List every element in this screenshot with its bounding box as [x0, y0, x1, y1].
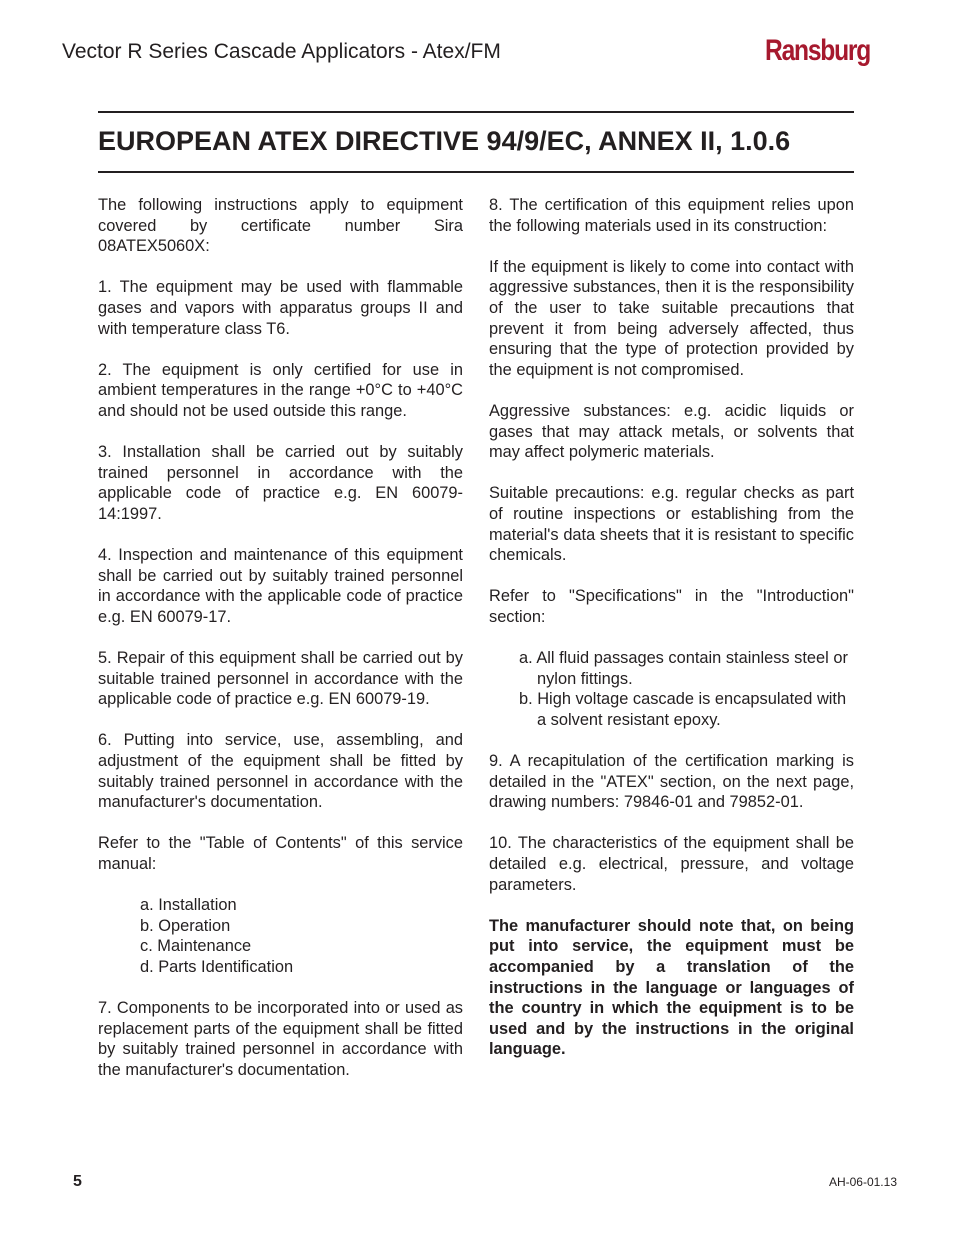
table-of-contents-reference: Refer to the "Table of Contents" of this service manual: — [98, 834, 463, 873]
brand-logo: Ransburg — [765, 34, 870, 67]
left-column — [98, 195, 463, 1101]
materials-list — [489, 648, 854, 730]
instruction-4: 4. Inspection and maintenance of this equipment shall be carried out by suitably trained personnel in accordance with the applicable code of practice e.g. EN 60079-17. — [98, 546, 463, 626]
section-title: EUROPEAN ATEX DIRECTIVE 94/9/EC, ANNEX II, 1.0.6 — [98, 126, 791, 156]
toc-section-list — [98, 895, 463, 977]
page-number: 5 — [73, 1173, 82, 1190]
instruction-9: 9. A recapitulation of the certification marking is detailed in the "ATEX" section, on the next page, drawing numbers: 79846-01 and 79852-01. — [489, 752, 854, 812]
right-column — [489, 195, 854, 1081]
bottom-divider — [98, 171, 854, 173]
list-item: d. Parts Identification — [140, 957, 294, 976]
list-item: a. Installation — [140, 896, 237, 915]
intro-paragraph: The following instructions apply to equipment covered by certificate number Sira 08ATEX5060X: — [98, 196, 463, 256]
instruction-1: 1. The equipment may be used with flammable gases and vapors with apparatus groups II and with temperature class T6. — [98, 278, 463, 338]
specifications-reference: Refer to "Specifications" in the "Introduction" section: — [489, 587, 854, 626]
list-item: c. Maintenance — [140, 937, 252, 956]
top-divider — [98, 111, 854, 113]
instruction-6: 6. Putting into service, use, assembling, and adjustment of the equipment shall be fitted by suitably trained personnel in accordance with the manufacturer's documentation. — [98, 731, 463, 812]
manufacturer-note: The manufacturer should note that, on being put into service, the equipment must be accompanied by a translation of the instructions in the language or languages of the country in which the equipment is to be used and by the instructions in the original language. — [489, 916, 854, 1059]
instruction-7: 7. Components to be incorporated into or used as replacement parts of the equipment shall be fitted by suitably trained personnel in accordance with the manufacturer's documentation. — [98, 999, 463, 1079]
list-item: b. Operation — [140, 916, 231, 935]
instruction-2: 2. The equipment is only certified for use in ambient temperatures in the range +0°C to +40°C and should not be used outside this range. — [98, 360, 463, 420]
aggressive-contact-paragraph: If the equipment is likely to come into contact with aggressive substances, then it is the responsibility of the user to take suitable precautions that prevent it from being adversely affected, thus ensuring that the type of protection provided by the equipment is not compromised. — [489, 257, 854, 379]
instruction-10: 10. The characteristics of the equipment shall be detailed e.g. electrical, pressure, and voltage parameters. — [489, 834, 854, 894]
running-header-title: Vector R Series Cascade Applicators - Atex/FM — [62, 40, 501, 63]
list-item: b. High voltage cascade is encapsulated with a solvent resistant epoxy. — [519, 690, 847, 729]
aggressive-substances-definition: Aggressive substances: e.g. acidic liquids or gases that may attack metals, or solvents that may affect polymeric materials. — [489, 401, 854, 462]
suitable-precautions-definition: Suitable precautions: e.g. regular checks as part of routine inspections or establishing from the material's data sheets that it is resistant to specific chemicals. — [489, 484, 854, 565]
instruction-3: 3. Installation shall be carried out by suitably trained personnel in accordance with the applicable code of practice e.g. EN 60079-14:1997. — [98, 443, 463, 523]
document-code: AH-06-01.13 — [828, 1175, 897, 1189]
instruction-5: 5. Repair of this equipment shall be carried out by suitable trained personnel in accordance with the applicable code of practice e.g. EN 60079-19. — [98, 649, 463, 709]
instruction-8: 8. The certification of this equipment relies upon the following materials used in its construction: — [489, 196, 854, 235]
list-item: a. All fluid passages contain stainless steel or nylon fittings. — [519, 649, 848, 688]
